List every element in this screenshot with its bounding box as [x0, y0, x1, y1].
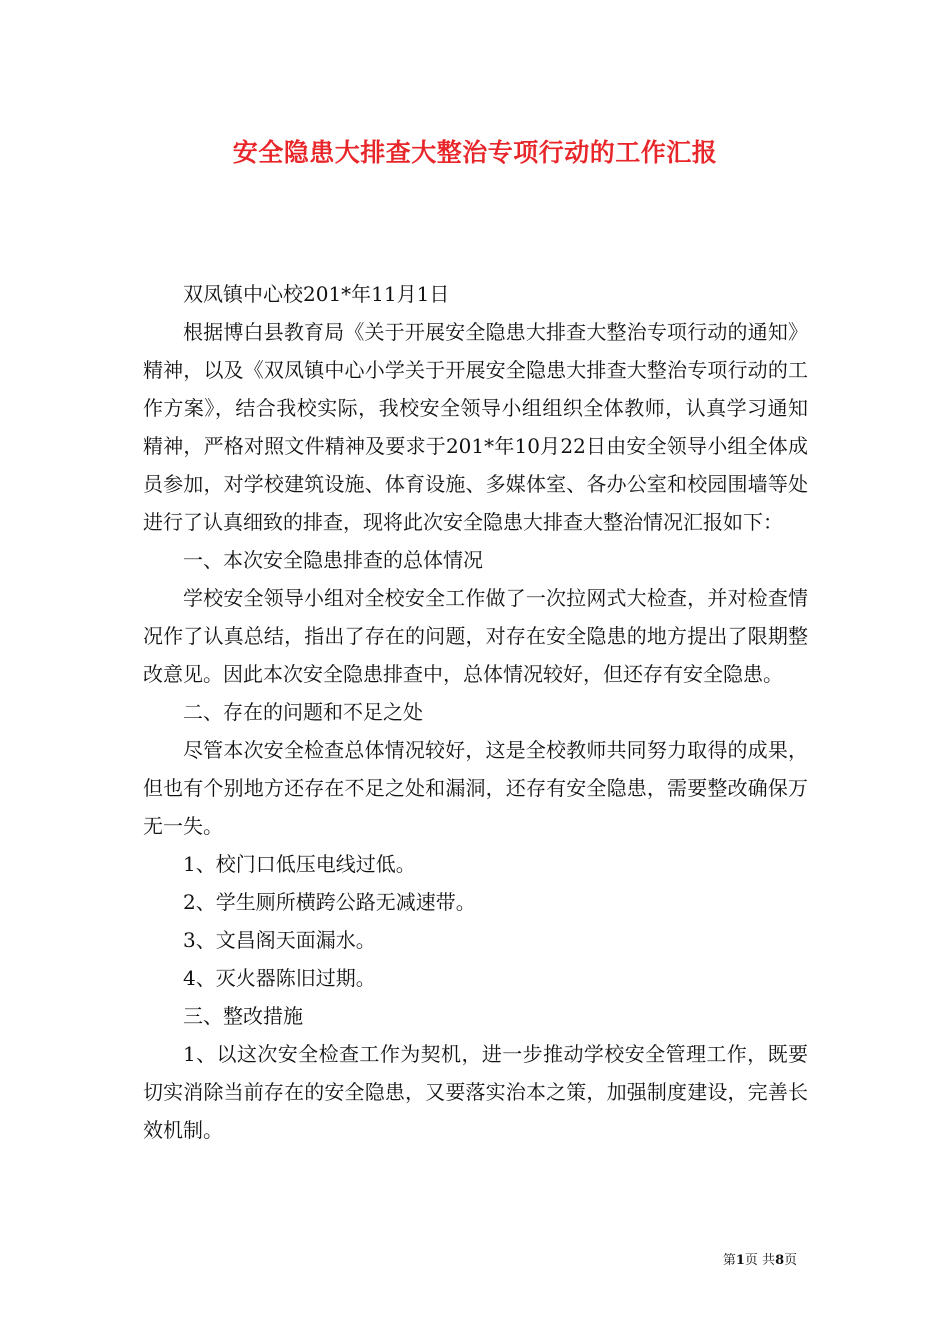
paragraph-intro: 根据博白县教育局《关于开展安全隐患大排查大整治专项行动的通知》精神，以及《双凤镇中心小学关于开展安全隐患大排查大整治专项行动的工作方案》，结合我校实际，我校安全领导小组组织全体教师，认真学习通知精神，严格对照文件精神及要求于201*年10月22日由安全领导小组全体成员参加，对学校建筑设施、体育设施、多媒体室、各办公室和校园围墙等处进行了认真细致的排查，现将此次安全隐患大排查大整治情况汇报如下： [143, 320, 808, 534]
list-item-3: 3、文昌阁天面漏水。 [183, 928, 376, 952]
page-prefix: 第 [722, 1253, 736, 1268]
heading-section-3: 三、整改措施 [183, 1004, 303, 1028]
paragraph-date: 双凤镇中心校201*年11月1日 [183, 282, 450, 306]
page-current: 1 [735, 1253, 745, 1268]
paragraph-section-1: 学校安全领导小组对全校安全工作做了一次拉网式大检查，并对检查情况作了认真总结，指出了存在的问题，对存在安全隐患的地方提出了限期整改意见。因此本次安全隐患排查中，总体情况较好，但还存有安全隐患。 [143, 586, 808, 686]
list-item-2: 2、学生厕所横跨公路无减速带。 [183, 890, 476, 914]
paragraph-section-3: 1、以这次安全检查工作为契机，进一步推动学校安全管理工作，既要切实消除当前存在的安全隐患，又要落实治本之策，加强制度建设，完善长效机制。 [143, 1042, 808, 1142]
paragraph-section-2: 尽管本次安全检查总体情况较好，这是全校教师共同努力取得的成果，但也有个别地方还存在不足之处和漏洞，还存有安全隐患，需要整改确保万无一失。 [143, 738, 808, 838]
list-item-1: 1、校门口低压电线过低。 [183, 852, 416, 876]
document-title: 安全隐患大排查大整治专项行动的工作汇报 [232, 138, 718, 167]
heading-section-2: 二、存在的问题和不足之处 [183, 700, 423, 724]
heading-section-1: 一、本次安全隐患排查的总体情况 [183, 548, 483, 572]
page-suffix: 页 [784, 1253, 798, 1268]
page-total: 8 [775, 1253, 785, 1268]
page-number [690, 1249, 830, 1268]
document-body [143, 275, 808, 1149]
list-item-4: 4、灭火器陈旧过期。 [183, 966, 376, 990]
page-middle: 页 共 [744, 1253, 776, 1268]
